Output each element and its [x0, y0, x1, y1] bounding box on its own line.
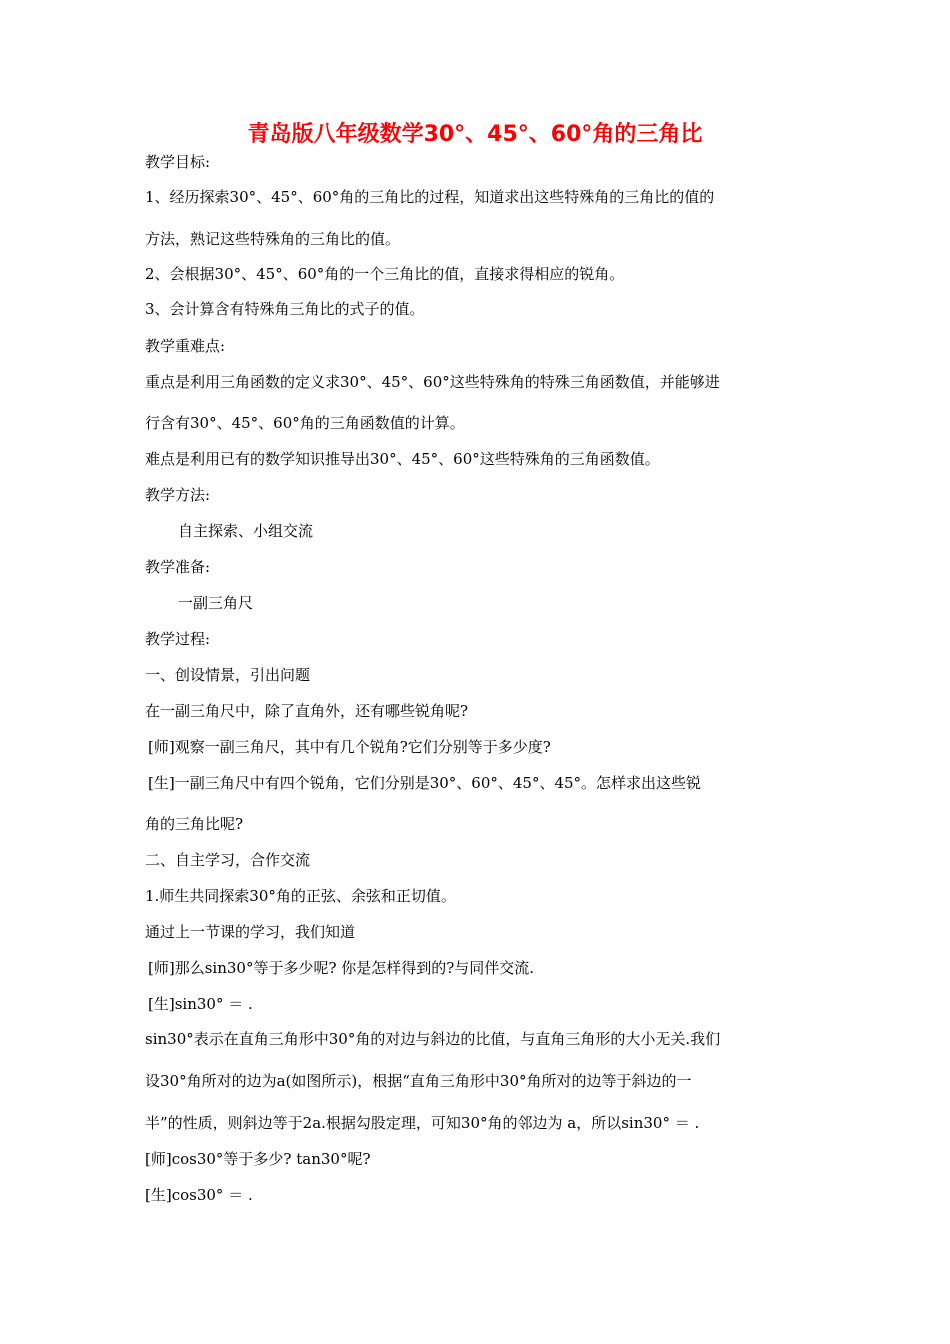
paragraph-line: 3、会计算含有特殊角三角比的式子的值。 [145, 300, 425, 318]
dialogue-line-student: [生]sin30° ＝ . [148, 995, 253, 1013]
paragraph-line: 一副三角尺 [178, 594, 254, 612]
paragraph-line: 1、经历探索30°、45°、60°角的三角比的过程，知道求出这些特殊角的三角比的值的 [145, 188, 715, 206]
section-heading-objectives: 教学目标: [145, 153, 211, 171]
section-heading-preparation: 教学准备: [145, 558, 211, 576]
dialogue-line-student: [生]一副三角尺中有四个锐角，它们分别是30°、60°、45°、45°。怎样求出这些锐 [148, 774, 702, 792]
paragraph-line: 1.师生共同探索30°角的正弦、余弦和正切值。 [145, 887, 456, 905]
subsection-heading: 二、自主学习，合作交流 [145, 851, 311, 869]
section-heading-key-points: 教学重难点: [145, 337, 226, 355]
dialogue-line-teacher: [师]cos30°等于多少? tan30°呢? [145, 1150, 371, 1168]
dialogue-line-teacher: [师]那么sin30°等于多少呢? 你是怎样得到的?与同伴交流. [148, 959, 535, 977]
subsection-heading: 一、创设情景，引出问题 [145, 666, 311, 684]
paragraph-line: 难点是利用已有的数学知识推导出30°、45°、60°这些特殊角的三角函数值。 [145, 450, 660, 468]
paragraph-line: 设30°角所对的边为a(如图所示)，根据“直角三角形中30°角所对的边等于斜边的一 [145, 1072, 692, 1090]
paragraph-line: 行含有30°、45°、60°角的三角函数值的计算。 [145, 414, 465, 432]
paragraph-line: 方法，熟记这些特殊角的三角比的值。 [145, 230, 401, 248]
paragraph-line: 半”的性质，则斜边等于2a.根据勾股定理，可知30°角的邻边为 a，所以sin30° ＝ . [145, 1114, 700, 1132]
section-heading-methods: 教学方法: [145, 486, 211, 504]
section-heading-process: 教学过程: [145, 630, 211, 648]
paragraph-line: 自主探索、小组交流 [178, 522, 314, 540]
paragraph-line: 角的三角比呢? [145, 815, 244, 833]
document-title: 青岛版八年级数学30°、45°、60°角的三角比 [247, 122, 703, 147]
paragraph-line: 在一副三角尺中，除了直角外，还有哪些锐角呢? [145, 702, 469, 720]
paragraph-line: sin30°表示在直角三角形中30°角的对边与斜边的比值，与直角三角形的大小无关.我们 [145, 1030, 721, 1048]
paragraph-line: 2、会根据30°、45°、60°角的一个三角比的值，直接求得相应的锐角。 [145, 265, 625, 283]
paragraph-line: 通过上一节课的学习，我们知道 [145, 923, 356, 941]
paragraph-line: 重点是利用三角函数的定义求30°、45°、60°这些特殊角的特殊三角函数值，并能够进 [145, 373, 720, 391]
dialogue-line-student: [生]cos30° ＝ . [145, 1186, 253, 1204]
dialogue-line-teacher: [师]观察一副三角尺，其中有几个锐角?它们分别等于多少度? [148, 738, 551, 756]
